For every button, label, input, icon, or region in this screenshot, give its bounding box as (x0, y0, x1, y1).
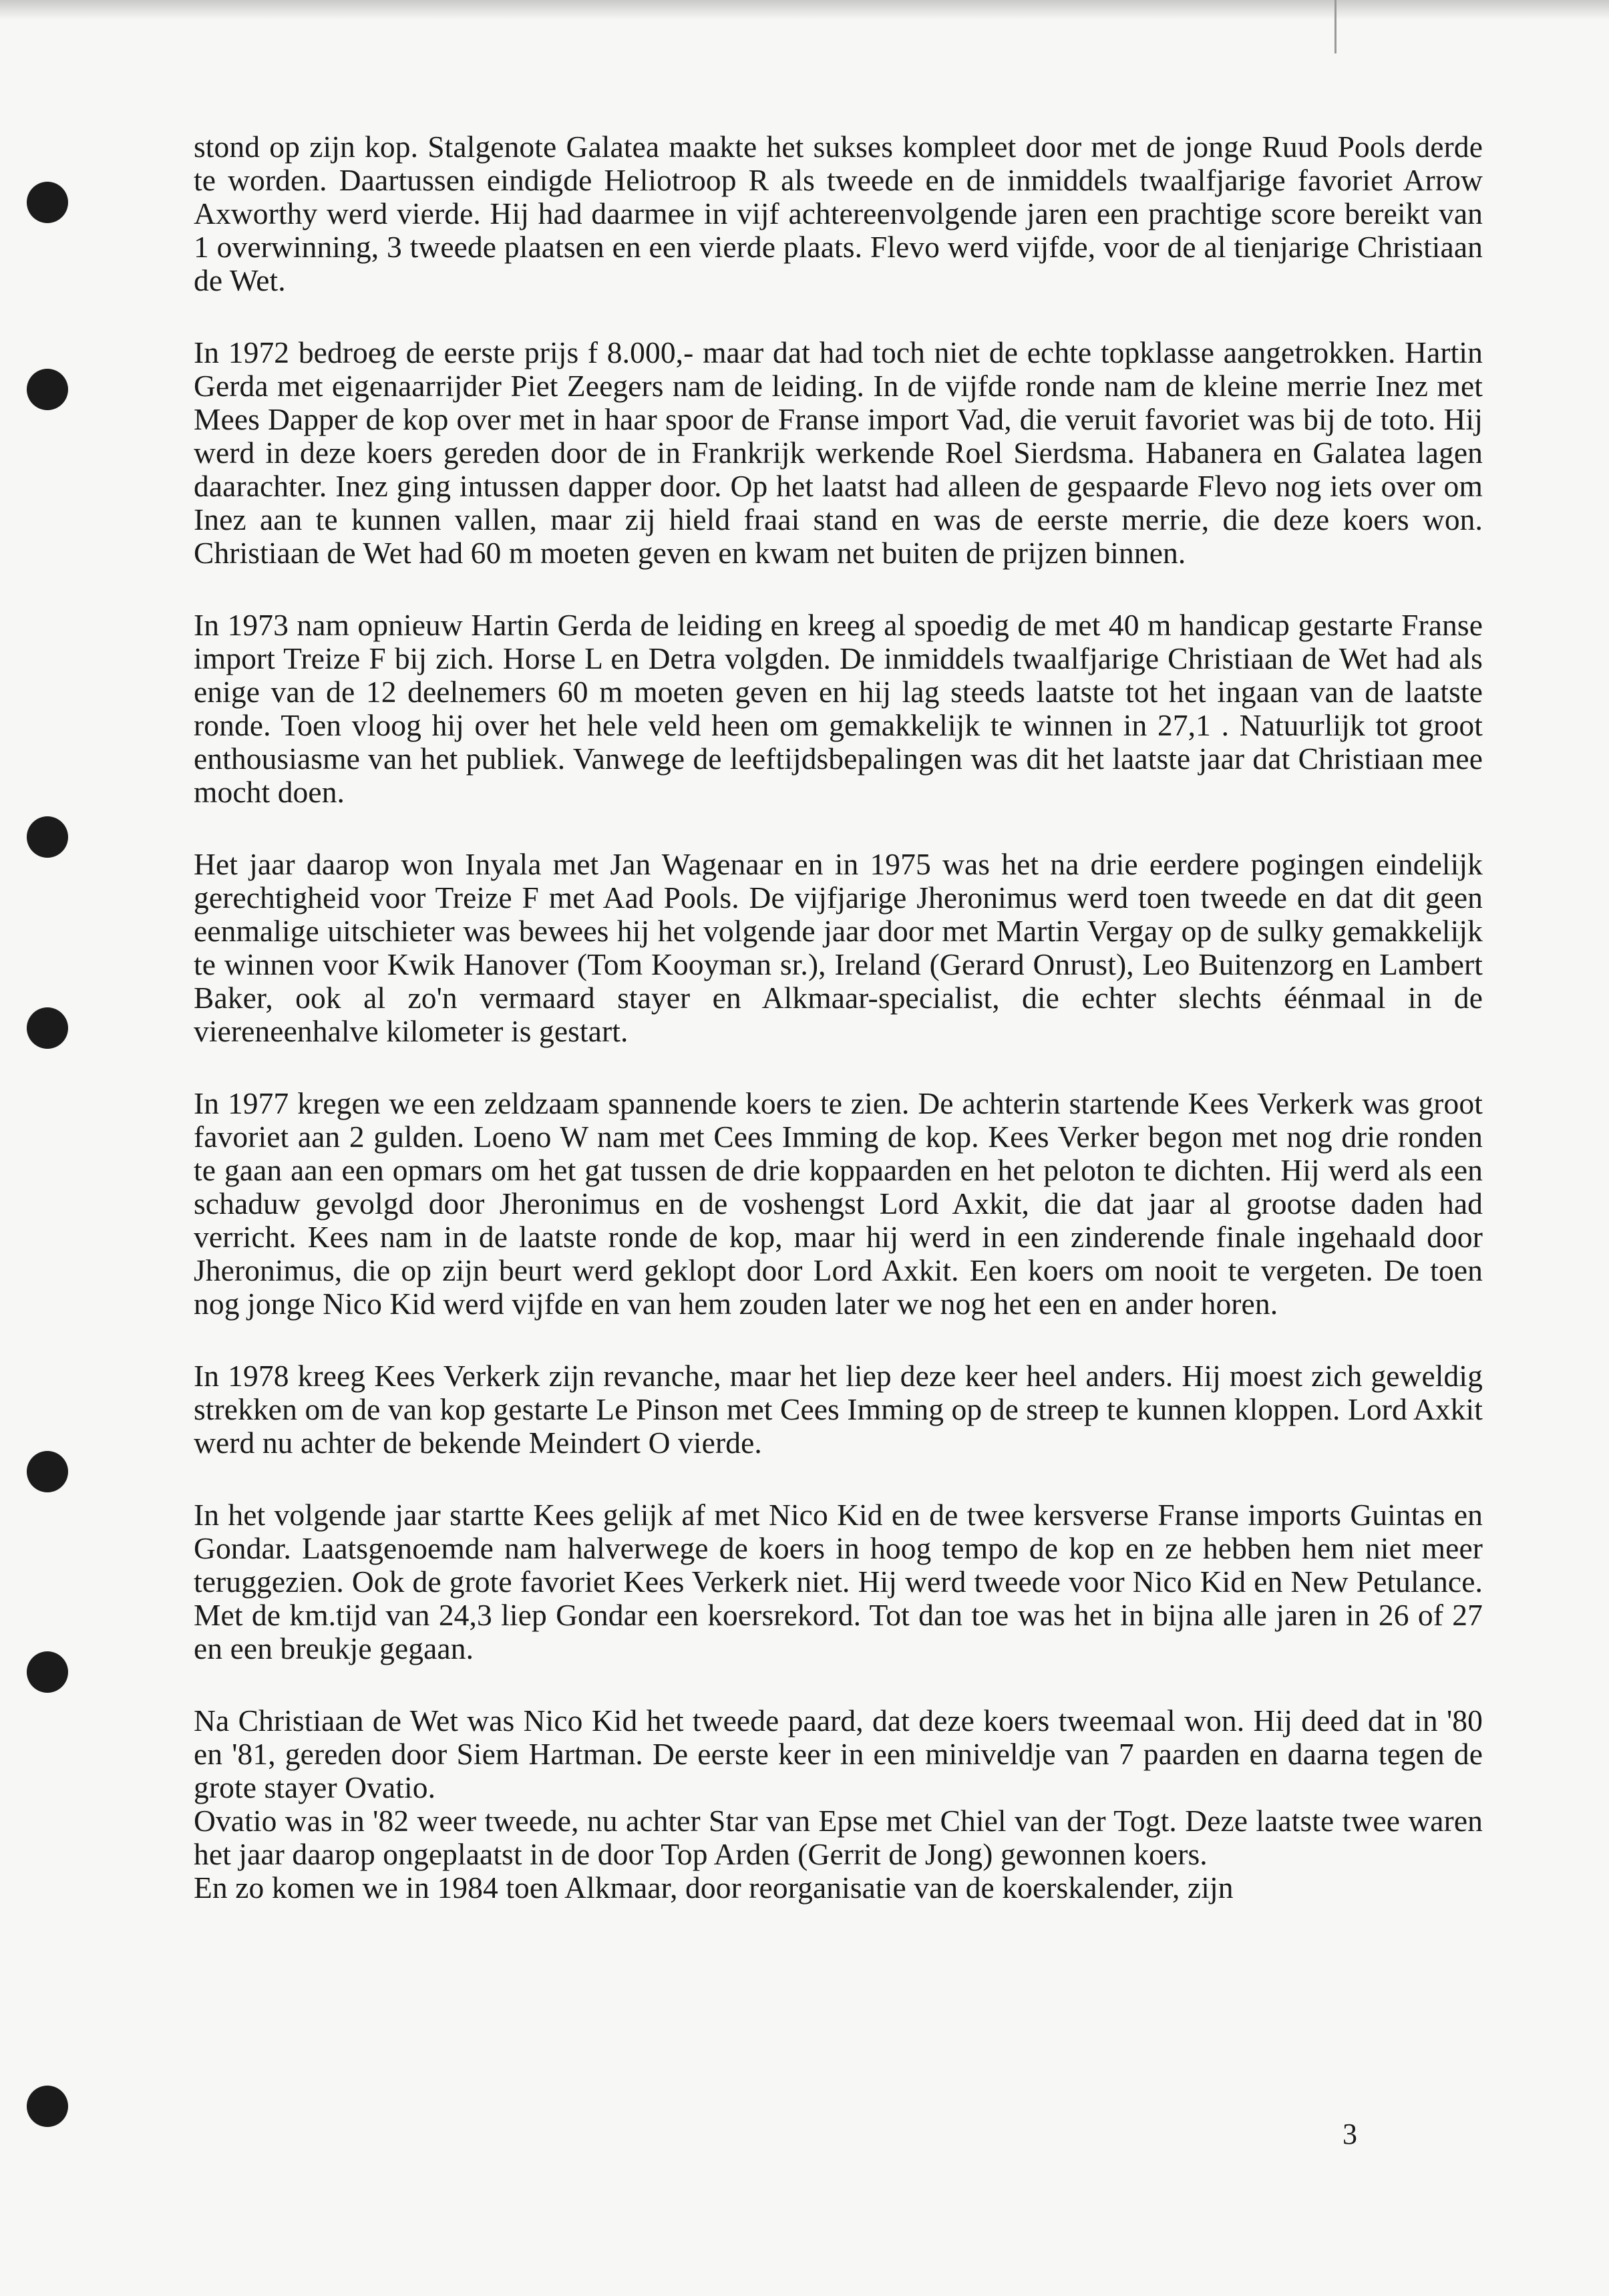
paragraph: Ovatio was in '82 weer tweede, nu achter Star van Epse met Chiel van der Togt. Deze laatste twee waren het jaar daarop ongeplaatst in de door Top Arden (Gerrit de Jong) gewonnen koers. (194, 1804, 1483, 1871)
punch-hole (27, 1451, 68, 1492)
paragraph: In 1972 bedroeg de eerste prijs f 8.000,- maar dat had toch niet de echte topklasse aangetrokken. Hartin Gerda met eigenaarrijder Piet Zeegers nam de leiding. In de vijfde ronde nam de kleine merrie Inez met Mees Dapper de kop over met in haar spoor de Franse import Vad, die veruit favoriet was bij de toto. Hij werd in deze koers gereden door de in Frankrijk werkende Roel Sierdsma. Habanera en Galatea lagen daarachter. Inez ging intussen dapper door. Op het laatst had alleen de gespaarde Flevo nog iets over om Inez aan te kunnen vallen, maar zij hield fraai stand en was de eerste merrie, die deze koers won. Christiaan de Wet had 60 m moeten geven en kwam net buiten de prijzen binnen. (194, 335, 1483, 570)
paragraph: En zo komen we in 1984 toen Alkmaar, door reorganisatie van de koerskalender, zijn (194, 1870, 1234, 1905)
page-body (194, 130, 1483, 1905)
paragraph: In 1977 kregen we een zeldzaam spannende koers te zien. De achterin startende Kees Verkerk was groot favoriet aan 2 gulden. Loeno W nam met Cees Imming de kop. Kees Verker begon met nog drie ronden te gaan aan een opmars om het gat tussen de drie koppaarden en het peloton te dichten. Hij werd als een schaduw gevolgd door Jheronimus en de voshengst Lord Axkit, die dat jaar al grootse daden had verricht. Kees nam in de laatste ronde de kop, maar hij werd in een zinderende finale ingehaald door Jheronimus, die op zijn beurt werd geklopt door Lord Axkit. Een koers om nooit te vergeten. De toen nog jonge Nico Kid werd vijfde en van hem zouden later we nog het een en ander horen. (194, 1086, 1483, 1321)
punch-hole (27, 182, 68, 223)
paragraph: In 1973 nam opnieuw Hartin Gerda de leiding en kreeg al spoedig de met 40 m handicap gestarte Franse import Treize F bij zich. Horse L en Detra volgden. De inmiddels twaalfjarige Christiaan de Wet had als enige van de 12 deelnemers 60 m moeten geven en hij lag steeds laatste tot het ingaan van de laatste ronde. Toen vloog hij over het hele veld heen om gemakkelijk te winnen in 27,1 . Natuurlijk tot groot enthousiasme van het publiek. Vanwege de leeftijdsbepalingen was dit het laatste jaar dat Christiaan mee mocht doen. (194, 608, 1483, 809)
punch-hole (27, 369, 68, 410)
paragraph: Het jaar daarop won Inyala met Jan Wagenaar en in 1975 was het na drie eerdere pogingen eindelijk gerechtigheid voor Treize F met Aad Pools. De vijfjarige Jheronimus werd toen tweede en dat dit geen eenmalige uitschieter was bewees hij het volgende jaar door met Martin Vergay op de sulky gemakkelijk te winnen voor Kwik Hanover (Tom Kooyman sr.), Ireland (Gerard Onrust), Leo Buitenzorg en Lambert Baker, ook al zo'n vermaard stayer en Alkmaar-specialist, die echter slechts éénmaal in de viereneenhalve kilometer is gestart. (194, 847, 1483, 1048)
punch-hole (27, 1007, 68, 1049)
paragraph: stond op zijn kop. Stalgenote Galatea maakte het sukses kompleet door met de jonge Ruud Pools derde te worden. Daartussen eindigde Heliotroop R als tweede en de inmiddels twaalfjarige favoriet Arrow Axworthy werd vierde. Hij had daarmee in vijf achtereenvolgende jaren een prachtige score bereikt van 1 overwinning, 3 tweede plaatsen en een vierde plaats. Flevo werd vijfde, voor de al tienjarige Christiaan de Wet. (194, 130, 1483, 297)
paragraph: In 1978 kreeg Kees Verkerk zijn revanche, maar het liep deze keer heel anders. Hij moest zich geweldig strekken om de van kop gestarte Le Pinson met Cees Imming op de streep te kunnen kloppen. Lord Axkit werd nu achter de bekende Meindert O vierde. (194, 1359, 1483, 1460)
punch-hole (27, 1651, 68, 1693)
paragraph: In het volgende jaar startte Kees gelijk af met Nico Kid en de twee kersverse Franse imports Guintas en Gondar. Laatsgenoemde nam halverwege de koers in hoog tempo de kop en ze hebben hem niet meer teruggezien. Ook de grote favoriet Kees Verkerk niet. Hij werd tweede voor Nico Kid en New Petulance. Met de km.tijd van 24,3 liep Gondar een koersrekord. Tot dan toe was het in bijna alle jaren in 26 of 27 en een breukje gegaan. (194, 1498, 1483, 1665)
scan-mark (1334, 0, 1336, 53)
paragraph: Na Christiaan de Wet was Nico Kid het tweede paard, dat deze koers tweemaal won. Hij deed dat in '80 en '81, gereden door Siem Hartman. De eerste keer in een miniveldje van 7 paarden en daarna tegen de grote stayer Ovatio. (194, 1703, 1483, 1804)
punch-hole (27, 2086, 68, 2127)
page-number: 3 (1343, 2118, 1357, 2150)
punch-hole (27, 816, 68, 858)
scan-shadow (0, 0, 1609, 20)
